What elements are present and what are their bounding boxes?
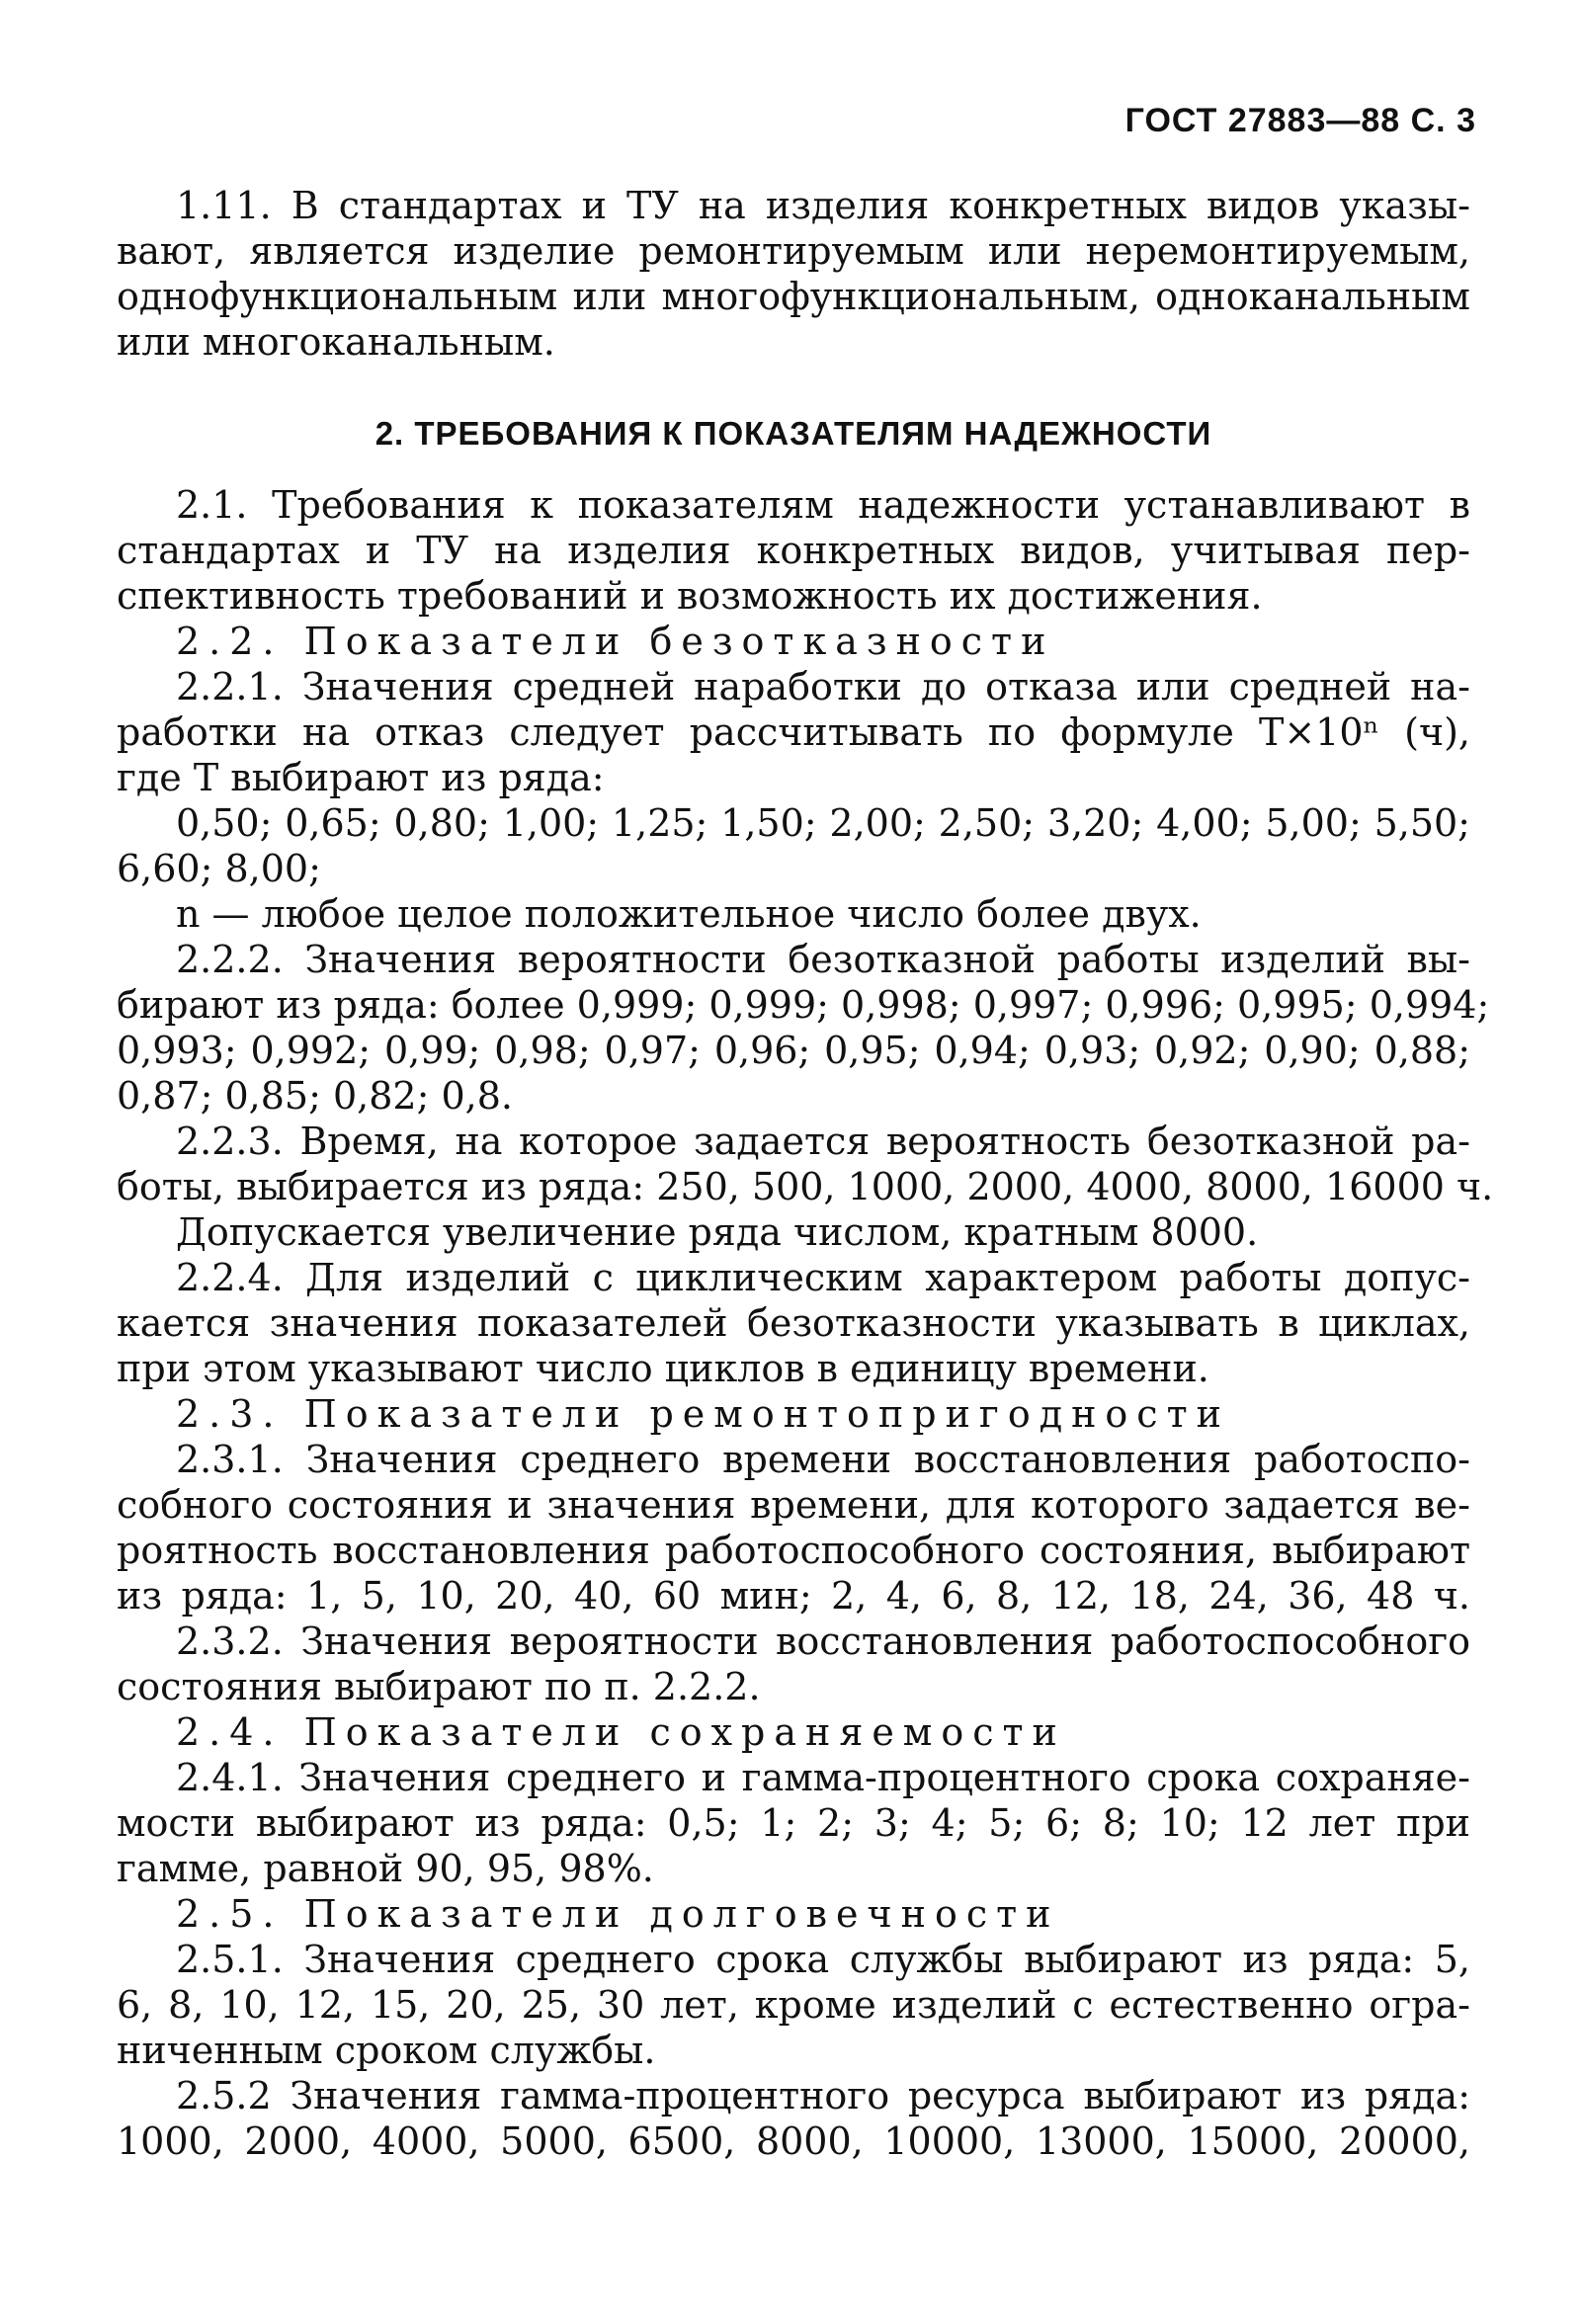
text-line: 2.1. Требования к показателям надежности устанавливают в — [176, 483, 1470, 527]
page-header: ГОСТ 27883—88 С. 3 — [1124, 102, 1476, 139]
text-line: 2.5.1. Значения среднего срока службы выбирают из ряда: 5, — [176, 1938, 1470, 1981]
text-line: собного состояния и значения времени, для которого задается ве- — [117, 1483, 1470, 1527]
text-line: 0,87; 0,85; 0,82; 0,8. — [117, 1074, 513, 1118]
text-line: 6, 8, 10, 12, 15, 20, 25, 30 лет, кроме изделий с естественно огра- — [117, 1983, 1470, 2027]
text-line: 2.3.2. Значения вероятности восстановления работоспособного — [176, 1619, 1470, 1663]
text-line: 2.2.3. Время, на которое задается вероятность безотказной ра- — [176, 1120, 1470, 1163]
text-line: из ряда: 1, 5, 10, 20, 40, 60 мин; 2, 4, 6, 8, 12, 18, 24, 36, 48 ч. — [117, 1574, 1470, 1618]
text-line: кается значения показателей безотказности указывать в циклах, — [117, 1301, 1470, 1345]
text-line: бирают из ряда: более 0,999; 0,999; 0,998; 0,997; 0,996; 0,995; 0,994; — [117, 983, 1490, 1027]
text-line: 2.2.2. Значения вероятности безотказной работы изделий вы- — [176, 938, 1470, 981]
text-line: при этом указывают число циклов в единицу времени. — [117, 1347, 1209, 1390]
subsection-heading: 2.5. Показатели долговечности — [176, 1892, 1060, 1936]
text-line: спективность требований и возможность их достижения. — [117, 574, 1263, 618]
text-line: или многоканальным. — [117, 320, 555, 364]
text-line: 2.4.1. Значения среднего и гамма-процентного срока сохраняе- — [176, 1756, 1470, 1799]
text-line: Допускается увеличение ряда числом, кратным 8000. — [176, 1210, 1259, 1254]
section-heading: 2. ТРЕБОВАНИЯ К ПОКАЗАТЕЛЯМ НАДЕЖНОСТИ — [374, 415, 1212, 452]
text-line: 2.5.2 Значения гамма-процентного ресурса выбирают из ряда: — [176, 2074, 1470, 2117]
text-line: гамме, равной 90, 95, 98%. — [117, 1847, 654, 1890]
text-line: 1000, 2000, 4000, 5000, 6500, 8000, 10000, 13000, 15000, 20000, — [117, 2119, 1470, 2163]
subsection-heading: 2.3. Показатели ремонтопригодности — [176, 1392, 1230, 1436]
text-line: однофункциональным или многофункциональным, одноканальным — [117, 275, 1470, 318]
text-line: состояния выбирают по п. 2.2.2. — [117, 1665, 761, 1708]
text-line: 6,60; 8,00; — [117, 847, 321, 890]
subsection-heading: 2.4. Показатели сохраняемости — [176, 1710, 1066, 1754]
text-line: где T выбирают из ряда: — [117, 756, 605, 799]
text-line: работки на отказ следует рассчитывать по формуле T×10ⁿ (ч), — [117, 710, 1470, 754]
text-line: 2.3.1. Значения среднего времени восстановления работоспо- — [176, 1438, 1470, 1481]
text-line: боты, выбирается из ряда: 250, 500, 1000, 2000, 4000, 8000, 16000 ч. — [117, 1165, 1494, 1208]
text-line: 0,993; 0,992; 0,99; 0,98; 0,97; 0,96; 0,95; 0,94; 0,93; 0,92; 0,90; 0,88; — [117, 1029, 1470, 1072]
text-line: вают, является изделие ремонтируемым или неремонтируемым, — [117, 229, 1470, 273]
subsection-heading: 2.2. Показатели безотказности — [176, 620, 1055, 663]
text-line: ниченным сроком службы. — [117, 2029, 656, 2072]
text-line: 2.2.1. Значения средней наработки до отказа или средней на- — [176, 665, 1470, 708]
text-line: n — любое целое положительное число более двух. — [176, 892, 1202, 936]
text-line: роятность восстановления работоспособного состояния, выбирают — [117, 1529, 1470, 1572]
text-line: 1.11. В стандартах и ТУ на изделия конкретных видов указы- — [176, 184, 1470, 227]
text-line: 2.2.4. Для изделий с циклическим характером работы допус- — [176, 1256, 1470, 1299]
text-line: мости выбирают из ряда: 0,5; 1; 2; 3; 4; 5; 6; 8; 10; 12 лет при — [117, 1801, 1470, 1845]
text-line: стандартах и ТУ на изделия конкретных видов, учитывая пер- — [117, 529, 1470, 572]
text-line: 0,50; 0,65; 0,80; 1,00; 1,25; 1,50; 2,00; 2,50; 3,20; 4,00; 5,00; 5,50; — [176, 801, 1470, 845]
